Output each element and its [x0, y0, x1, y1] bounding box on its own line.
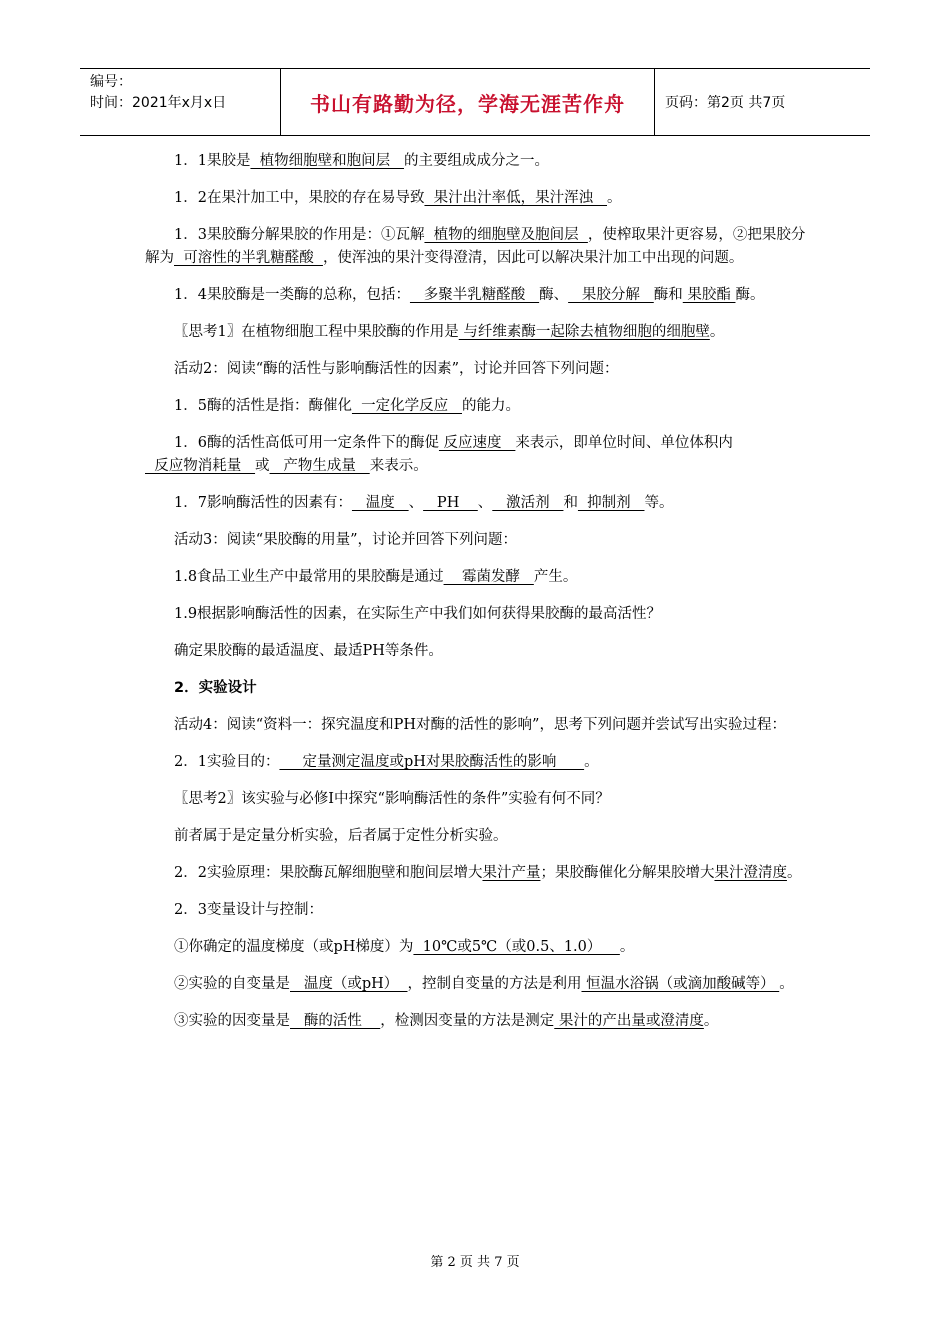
- answer-blank: 果胶分解: [568, 287, 654, 303]
- page-footer: 第 2 页 共 7 页: [430, 1255, 520, 1270]
- answer-blank: 植物细胞壁和胞间层: [250, 153, 404, 169]
- header-page-cell: [655, 69, 870, 135]
- document-body: [145, 150, 807, 1047]
- code-label: 编号：: [90, 74, 132, 90]
- paragraph-1-8: 1.8食品工业生产中最常用的果胶酶是通过 霉菌发酵 产生。: [174, 569, 578, 585]
- answer-blank: 反应物消耗量: [145, 458, 256, 474]
- activity-4: 活动4：阅读“资料一：探究温度和PH对酶的活性的影响”，思考下列问题并尝试写出实验过程：: [174, 717, 786, 733]
- page-info: 页码：第2页 共7页: [665, 95, 786, 111]
- paragraph-1-1: 1．1果胶是 植物细胞壁和胞间层 的主要组成成分之一。: [174, 153, 549, 169]
- paragraph-1-5: 1．5酶的活性是指：酶催化 一定化学反应 的能力。: [174, 398, 520, 414]
- answer-blank: 多聚半乳糖醛酸: [409, 287, 540, 303]
- paragraph-1-4: 1．4果胶酶是一类酶的总称，包括： 多聚半乳糖醛酸 酶、 果胶分解 酶和 果胶酯 酶。: [174, 287, 765, 303]
- answer-think-2: 前者属于是定量分析实验，后者属于定性分析实验。: [174, 828, 508, 844]
- answer-blank: PH: [423, 495, 478, 511]
- answer-blank: 反应速度: [438, 435, 516, 451]
- answer-blank: 温度: [351, 495, 409, 511]
- answer-blank: 温度（或pH）: [290, 976, 408, 992]
- answer-blank: 抑制剂: [577, 495, 645, 511]
- answer-blank: 激活剂: [492, 495, 564, 511]
- item-3: ③实验的因变量是 酶的活性 ，检测因变量的方法是测定 果汁的产出量或澄清度。: [174, 1013, 719, 1029]
- answer-blank: 果汁产量: [482, 865, 541, 881]
- paragraph-2-2: 2．2实验原理：果胶酶瓦解细胞壁和胞间层增大果汁产量；果胶酶催化分解果胶增大果汁澄清度。: [174, 865, 802, 881]
- answer-blank: 定量测定温度或pH对果胶酶活性的影响: [279, 754, 585, 770]
- answer-blank: 一定化学反应: [351, 398, 462, 414]
- answer-blank: 植物的细胞壁及胞间层: [424, 227, 588, 243]
- header-motto-cell: [280, 69, 655, 135]
- activity-3: 活动3：阅读“果胶酶的用量”，讨论并回答下列问题：: [174, 532, 518, 548]
- answer-blank: 霉菌发酵: [443, 569, 534, 585]
- item-2: ②实验的自变量是 温度（或pH） ，控制自变量的方法是利用 恒温水浴锅（或滴加酸碱等） 。: [174, 976, 794, 992]
- answer-blank: 产物生成量: [269, 458, 370, 474]
- think-2: 〖思考2〗该实验与必修Ⅰ中探究“影响酶活性的条件”实验有何不同？: [174, 791, 610, 807]
- page-header: [80, 68, 870, 136]
- paragraph-1-6: 1．6酶的活性高低可用一定条件下的酶促 反应速度 来表示，即单位时间、单位体积内 反应物消耗量 或 产物生成量 来表示。: [145, 435, 733, 474]
- answer-blank: 10℃或5℃（或0.5、1.0）: [413, 939, 620, 955]
- paragraph-2-3: 2．3变量设计与控制：: [174, 902, 323, 918]
- answer-1-9: 确定果胶酶的最适温度、最适PH等条件。: [174, 643, 443, 659]
- paragraph-1-7: 1．7影响酶活性的因素有： 温度 、 PH 、 激活剂 和 抑制剂 等。: [174, 495, 674, 511]
- motto: 书山有路勤为径，学海无涯苦作舟: [310, 91, 625, 116]
- paragraph-1-9: 1.9根据影响酶活性的因素，在实际生产中我们如何获得果胶酶的最高活性？: [174, 606, 662, 622]
- answer-blank: 果胶酯: [682, 287, 736, 303]
- item-1: ①你确定的温度梯度（或pH梯度）为 10℃或5℃（或0.5、1.0） 。: [174, 939, 635, 955]
- think-1: 〖思考1〗在植物细胞工程中果胶酶的作用是 与纤维素酶一起除去植物细胞的细胞壁。: [174, 324, 725, 340]
- answer-blank: 酶的活性: [290, 1013, 381, 1029]
- answer-blank: 果汁的产出量或澄清度: [554, 1013, 704, 1029]
- paragraph-1-2: 1．2在果汁加工中，果胶的存在易导致 果汁出汁率低，果汁浑浊 。: [174, 190, 622, 206]
- answer-blank: 果汁澄清度: [714, 865, 787, 881]
- answer-blank: 恒温水浴锅（或滴加酸碱等）: [581, 976, 780, 992]
- answer-blank: 可溶性的半乳糖醛酸: [174, 250, 323, 266]
- section-heading: 2．实验设计: [174, 680, 257, 696]
- paragraph-1-3: 1．3果胶酶分解果胶的作用是：①瓦解 植物的细胞壁及胞间层 ，使榨取果汁更容易，②把果胶分解为 可溶性的半乳糖醛酸 ，使浑浊的果汁变得澄清，因此可以解决果汁加工中出现的问题。: [145, 227, 806, 266]
- header-meta: [80, 69, 280, 135]
- answer-blank: 与纤维素酶一起除去植物细胞的细胞壁: [458, 324, 710, 340]
- activity-2: 活动2：阅读“酶的活性与影响酶活性的因素”，讨论并回答下列问题：: [174, 361, 619, 377]
- answer-blank: 果汁出汁率低，果汁浑浊: [424, 190, 607, 206]
- paragraph-2-1: 2．1实验目的： 定量测定温度或pH对果胶酶活性的影响 。: [174, 754, 599, 770]
- time-label: 时间：2021年x月x日: [90, 95, 227, 111]
